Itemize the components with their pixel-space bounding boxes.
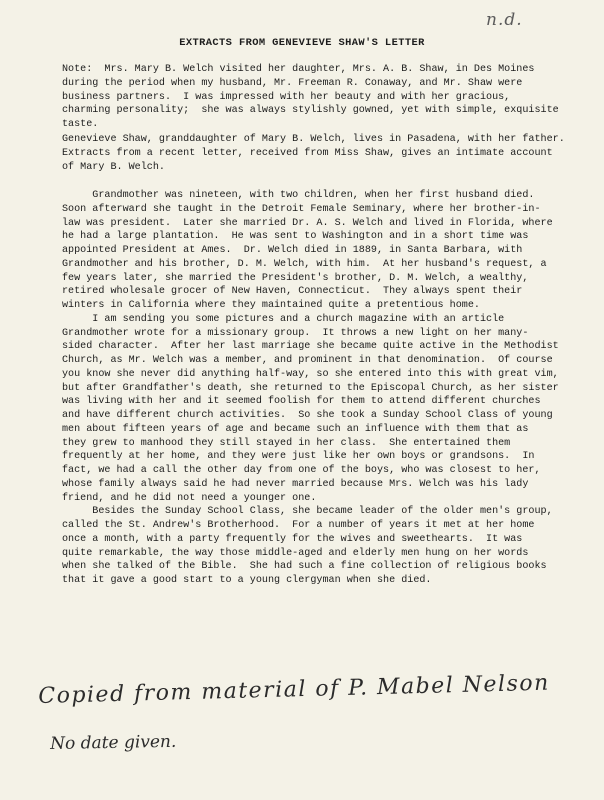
text-line: they grew to manhood they still stayed in her class. She entertained them (62, 437, 511, 449)
text-line: Besides the Sunday School Class, she became leader of the older men's group, (62, 506, 553, 518)
letter-body (62, 189, 562, 588)
text-line: Grandmother wrote for a missionary group. It throws a new light on her many- (62, 327, 529, 339)
text-line: during the period when my husband, Mr. Freeman R. Conaway, and Mr. Shaw were (62, 77, 523, 89)
handwritten-attribution: Copied from material of P. Mabel Nelson (38, 670, 551, 709)
text-line: but after Grandfather's death, she returned to the Episcopal Church, as her sister (62, 382, 559, 394)
text-line: taste. (62, 119, 99, 130)
text-line: appointed President at Ames. Dr. Welch died in 1889, in Santa Barbara, with (62, 245, 523, 256)
handwritten-date-note: No date given. (50, 731, 177, 754)
text-line: once a month, with a party frequently for the wives and sweethearts. It was (62, 533, 523, 545)
text-line: Grandmother was nineteen, with two children, when her first husband died. (62, 190, 535, 201)
text-line: fact, we had a call the other day from one of the boys, who was closest to her, (62, 465, 541, 476)
text-line: Genevieve Shaw, granddaughter of Mary B. Welch, lives in Pasadena, with her father. (62, 134, 565, 145)
text-line: Church, as Mr. Welch was a member, and prominent in that denomination. Of course (62, 355, 553, 366)
text-line: I am sending you some pictures and a church magazine with an article (62, 313, 505, 325)
text-line: winters in California where they maintained quite a pretentious home. (62, 300, 480, 311)
text-line: when she talked of the Bible. She had such a fine collection of religious books (62, 561, 547, 573)
text-line: friend, and he did not need a younger one. (62, 492, 317, 504)
note-paragraph (62, 63, 562, 132)
text-line: Extracts from a recent letter, received from Miss Shaw, gives an intimate account (62, 147, 553, 159)
text-line: law was president. Later she married Dr. A. S. Welch and lived in Florida, where (62, 217, 553, 229)
text-line: you know she never did anything half-way, so she entered into this with great vim, (62, 368, 559, 380)
document-title: EXTRACTS FROM GENEVIEVE SHAW'S LETTER (179, 37, 425, 49)
text-line: Note: Mrs. Mary B. Welch visited her daughter, Mrs. A. B. Shaw, in Des Moines (62, 64, 535, 75)
text-line: quite remarkable, the way those middle-aged and elderly men hung on her words (62, 547, 529, 559)
text-line: that it gave a good start to a young clergyman when she died. (62, 575, 432, 586)
text-line: men about fifteen years of age and became such an influence with them that as (62, 423, 529, 435)
text-line: sided character. After her last marriage she became quite active in the Methodist (62, 341, 559, 353)
text-line: few years later, she married the President's brother, D. M. Welch, a wealthy, (62, 272, 529, 284)
text-line: Soon afterward she taught in the Detroit Female Seminary, where her brother-in- (62, 203, 541, 215)
text-line: business partners. I was impressed with her beauty and with her gracious, (62, 91, 511, 103)
text-line: and have different church activities. So she took a Sunday School Class of young (62, 410, 553, 421)
text-line: frequently at her home, and they were just like her own boys or grandsons. In (62, 451, 535, 463)
text-line: charming personality; she was always stylishly gowned, yet with simple, exquisite (62, 105, 559, 117)
text-line: whose family always said he had never married because Mrs. Welch was his lady (62, 478, 529, 490)
handwritten-corner-note: n.d. (486, 10, 523, 30)
text-line: he had a large plantation. He was sent to Washington and in a short time was (62, 231, 529, 243)
text-line: of Mary B. Welch. (62, 161, 165, 173)
text-line: was living with her and it seemed foolish for them to attend different churches (62, 396, 541, 408)
text-line: retired wholesale grocer of New Haven, Connecticut. They always spent their (62, 286, 523, 298)
intro-paragraph (62, 133, 565, 174)
text-line: Grandmother and his brother, D. M. Welch, with him. At her husband's request, a (62, 258, 547, 270)
text-line: called the St. Andrew's Brotherhood. For a number of years it met at her home (62, 520, 535, 531)
